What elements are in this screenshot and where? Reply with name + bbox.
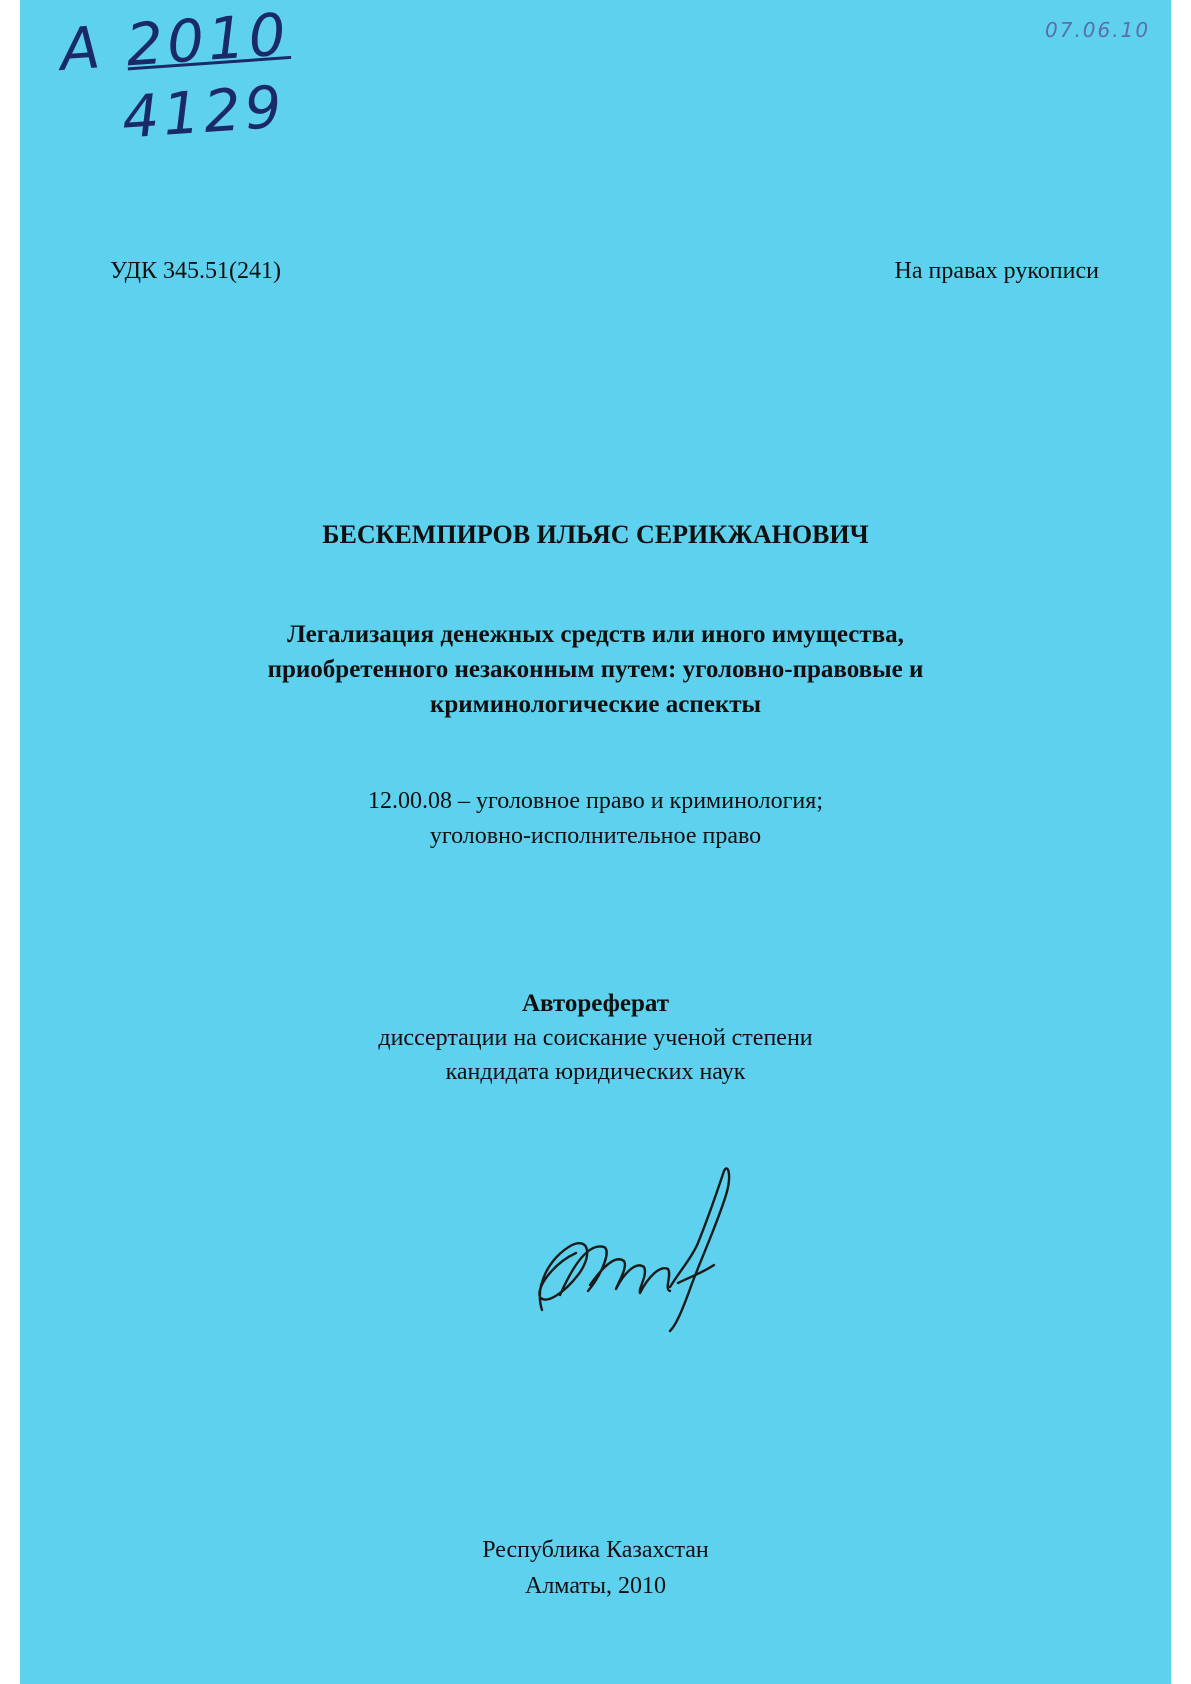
udk-code: УДК 345.51(241) xyxy=(110,258,281,284)
abstract-line: кандидата юридических наук xyxy=(445,1059,746,1085)
handwritten-date: 07.06.10 xyxy=(1045,18,1151,42)
handwritten-code-prefix: A xyxy=(57,13,107,84)
title-line: приобретенного незаконным путем: уголовно-правовые и xyxy=(267,656,924,683)
publication-city-year: Алматы, 2010 xyxy=(525,1573,666,1599)
publication-country: Республика Казахстан xyxy=(482,1537,709,1563)
handwritten-catalog-number: 4129 xyxy=(119,72,288,152)
handwritten-signature-icon xyxy=(520,1165,750,1335)
dissertation-title xyxy=(20,617,1171,722)
handwritten-catalog-code xyxy=(58,0,292,84)
publication-place xyxy=(20,1532,1171,1604)
specialty-code xyxy=(20,784,1171,854)
abstract-line: диссертации на соискание ученой степени xyxy=(378,1025,813,1051)
specialty-line: 12.00.08 – уголовное право и криминология; xyxy=(368,788,823,814)
abstract-heading: Автореферат xyxy=(521,990,670,1017)
handwritten-code-year: 2010 xyxy=(123,0,292,80)
title-line: криминологические аспекты xyxy=(429,691,762,718)
title-line: Легализация денежных средств или иного имущества, xyxy=(287,621,904,648)
abstract-description xyxy=(20,1021,1171,1089)
author-name: БЕСКЕМПИРОВ ИЛЬЯС СЕРИКЖАНОВИЧ xyxy=(322,520,869,549)
specialty-line: уголовно-исполнительное право xyxy=(429,823,762,849)
cover-sheet xyxy=(20,0,1171,1684)
manuscript-rights-note: На правах рукописи xyxy=(894,258,1099,284)
